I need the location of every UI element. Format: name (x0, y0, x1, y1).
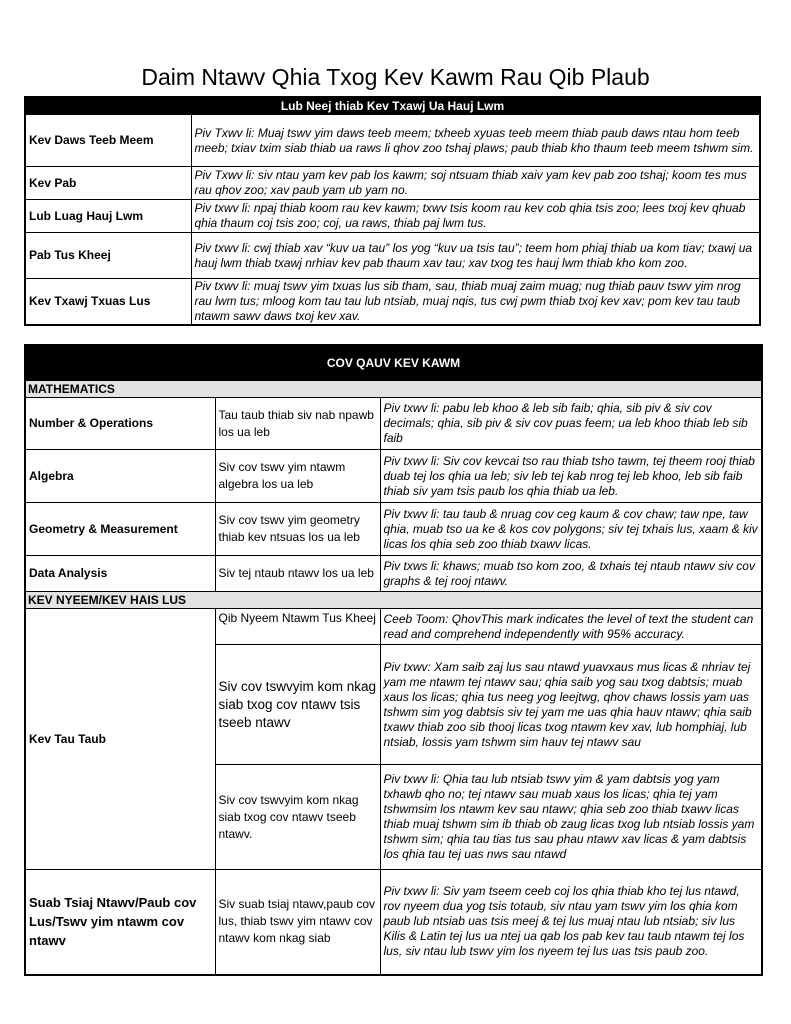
row-description: Piv txwv li: pabu leb khoo & leb sib faib; qhia, sib piv & siv cov decimals; qhia, sib piv & siv cov puas feem; ua leb khoo thiab leb sib faib (380, 398, 762, 450)
row-description: Piv txwv: Xam saib zaj lus sau ntawd yuavxaus mus licas & nhriav tej yam me ntawm tej ntawv sau; qhia saib yog sau txog dabtsis; muab xaus los licas; qhia tus neeg yog leejtwg, qhov chaws lossis yam uas tshwm sim yog dabtsis siv tej yam me uas qhia hauv ntawv; qhia saib txawv thiab zoo sib thooj licas txog ntawm kev xav, lub homphiaj, lub ntsiab, lossis yam tshwm sim hauv tej ntawv sau (380, 645, 762, 765)
life-work-skills-table (24, 96, 761, 326)
row-label: Kev Txawj Txuas Lus (25, 279, 191, 326)
row-description: Piv txwv li: tau taub & nruag cov ceg kaum & cov chaw; taw npe, taw qhia, muab tso ua ke & kos cov polygons; siv tej txhais lus, xaam & kiv licas los qhia seb zoo thiab txawv licas. (380, 503, 762, 556)
row-description: Piv Txwv li: Muaj tswv yim daws teeb meem; txheeb xyuas teeb meem thiab paub daws ntau hom teeb meeb; txiav txim siab thiab ua raws li qhov zoo tshaj plaws; paub thiab kho thaum teeb meem tshwm sim. (191, 115, 760, 167)
reading-label: Kev Tau Taub (25, 609, 215, 870)
standard-text: Siv cov tswvyim kom nkag siab txog cov ntawv tseeb ntawv. (215, 765, 380, 870)
row-description: Piv txwv li: cwj thiab xav “kuv ua tau” los yog “kuv ua tsis tau”; teem hom phiaj thiab ua kom tiav; txawj ua hauj lwm thiab txawj nrhiav kev pab thaum xav tau; xav txog tes hauj lwm thiab kho kom zoo. (191, 233, 760, 279)
row-label: Algebra (25, 450, 215, 503)
row-label: Pab Tus Kheej (25, 233, 191, 279)
standard-text: Qib Nyeem Ntawm Tus Kheej (215, 609, 380, 645)
row-description: Piv txwv li: Siv yam tseem ceeb coj los qhia thiab kho tej lus ntawd, rov nyeem dua yog tsis totaub, siv ntau yam tswv yim los qhia kom paub lub ntsiab uas tsis meej & tej lus muaj ntau lub ntsiab; siv lus Kilis & Latin tej lus ua ntej ua qab los pab kev tau taub ntawm tej los lus, siv ntau lub tswv yim los nyeem tej lus uas tsis paub zoo. (380, 870, 762, 975)
row-description: Piv Txwv li: siv ntau yam kev pab los kawm; soj ntsuam thiab xaiv yam kev pab zoo tshaj; koom tes mus rau qhov zoo; xav paub yam ub yam no. (191, 167, 760, 200)
learning-standards-table (24, 344, 763, 976)
row-label: Data Analysis (25, 556, 215, 592)
standard-text: Siv suab tsiaj ntawv,paub cov lus, thiab tswv yim ntawv cov ntawv kom nkag siab (215, 870, 380, 975)
row-description: Ceeb Toom: QhovThis mark indicates the level of text the student can read and comprehend independently with 95% accuracy. (380, 609, 762, 645)
row-label: Geometry & Measurement (25, 503, 215, 556)
row-description: Piv txwv li: npaj thiab koom rau kev kawm; txwv tsis koom rau kev cob qhia tsis zoo; lees txoj kev qhuab qhia thaum coj tsis zoo; coj, ua raws, thiab paj lwm tus. (191, 200, 760, 233)
row-label: Lub Luag Hauj Lwm (25, 200, 191, 233)
standard-text: Siv cov tswv yim geometry thiab kev ntsuas los ua leb (215, 503, 380, 556)
row-label: Kev Daws Teeb Meem (25, 115, 191, 167)
row-description: Piv txwv li: muaj tswv yim txuas lus sib tham, sau, thiab muaj zaim muag; nug thiab pauv tswv yim nrog rau lwm tus; mloog kom tau tau lub ntsiab, muaj nqis, tus cwj pwm thiab txoj kev xav; pom kev tau taub ntawm sawv daws txoj kev xav. (191, 279, 760, 326)
row-label: Suab Tsiaj Ntawv/Paub cov Lus/Tswv yim ntawm cov ntawv (25, 870, 215, 975)
row-description: Piv txws li: khaws; muab tso kom zoo, & txhais tej ntaub ntawv siv cov graphs & tej rooj ntawv. (380, 556, 762, 592)
standard-text: Siv cov tswvyim kom nkag siab txog cov ntawv tsis tseeb ntawv (215, 645, 380, 765)
section-reading: KEV NYEEM/KEV HAIS LUS (25, 592, 762, 609)
page-title: Daim Ntawv Qhia Txog Kev Kawm Rau Qib Plaub (141, 64, 650, 90)
row-label: Number & Operations (25, 398, 215, 450)
table2-header: COV QAUV KEV KAWM (25, 345, 762, 381)
row-label: Kev Pab (25, 167, 191, 200)
standard-text: Siv tej ntaub ntawv los ua leb (215, 556, 380, 592)
row-description: Piv txwv li: Siv cov kevcai tso rau thiab tsho tawm, tej theem rooj thiab duab tej los qhia ua leb; siv leb tej kab nrog tej leb khoo, leb sib faib thiab siv yam tsis paub los qhia thiab ua leb. (380, 450, 762, 503)
standard-text: Siv cov tswv yim ntawm algebra los ua leb (215, 450, 380, 503)
standard-text: Tau taub thiab siv nab npawb los ua leb (215, 398, 380, 450)
table1-header: Lub Neej thiab Kev Txawj Ua Hauj Lwm (25, 97, 760, 115)
section-mathematics: MATHEMATICS (25, 381, 762, 398)
row-description: Piv txwv li: Qhia tau lub ntsiab tswv yim & yam dabtsis yog yam txhawb qho no; tej ntawv sau muab xaus los licas; qhia tej yam tshwmsim los ntawm kev sau ntawv; qhia seb zoo thiab txawv licas thiab muaj tshwm sim ib thiab ob zaug licas txog lub ntsiab lossis yam tshwm sim; qhia tau tias tus sau phau ntawv xav licas & yam dabtsis los qhia tau tej uas nws sau ntawd (380, 765, 762, 870)
